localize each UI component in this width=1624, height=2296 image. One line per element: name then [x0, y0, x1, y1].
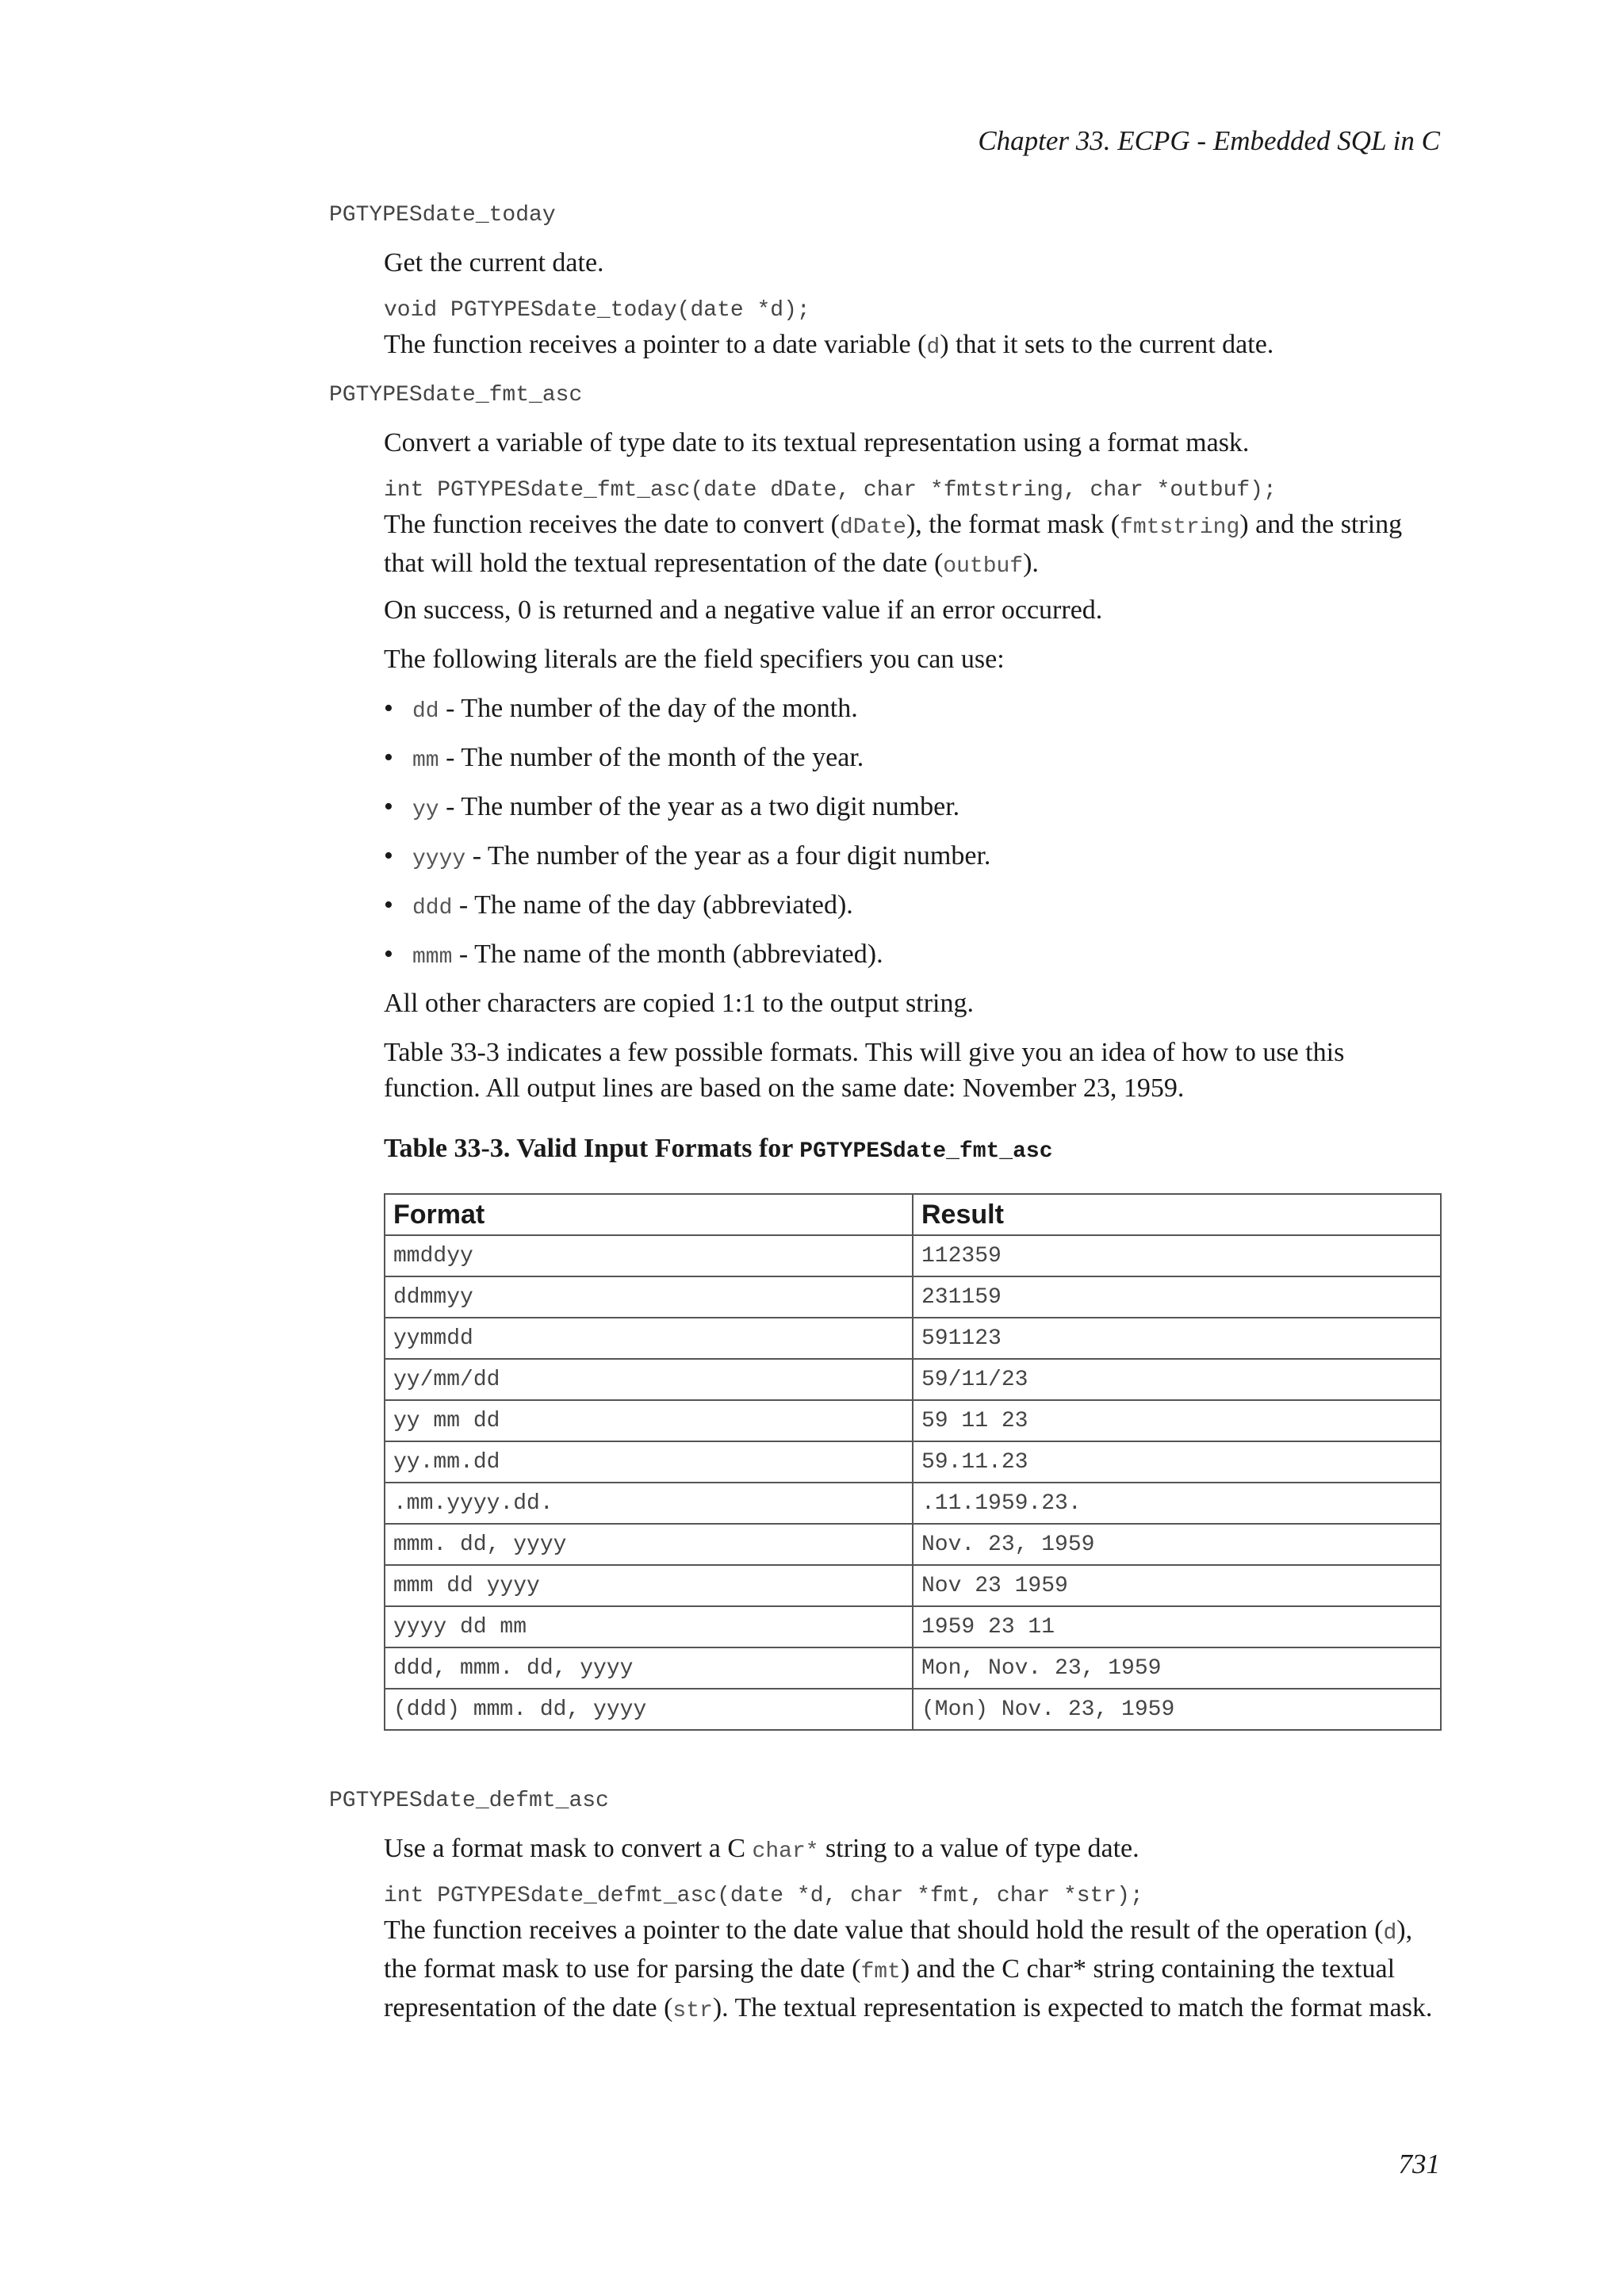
- list-item: • dd - The number of the day of the month.: [384, 694, 858, 724]
- format-cell: yy/mm/dd: [385, 1359, 913, 1400]
- term-pgtypesdate-defmt-asc: PGTYPESdate_defmt_asc: [329, 1789, 609, 1813]
- table-row: [385, 1689, 1441, 1730]
- result-cell: 591123: [913, 1318, 1441, 1359]
- list-item: • yy - The number of the year as a two digit number.: [384, 792, 960, 822]
- list-item: • mm - The number of the month of the year.: [384, 743, 864, 773]
- result-cell: 1959 23 11: [913, 1606, 1441, 1647]
- table-row: [385, 1441, 1441, 1483]
- format-cell: mmm dd yyyy: [385, 1565, 913, 1606]
- chapter-header: Chapter 33. ECPG - Embedded SQL in C: [978, 125, 1440, 156]
- result-cell: 231159: [913, 1276, 1441, 1318]
- result-cell: 59 11 23: [913, 1400, 1441, 1441]
- detail-today: The function receives a pointer to a date variable (d) that it sets to the current date.: [384, 330, 1274, 360]
- table-row: [385, 1606, 1441, 1647]
- success-note: On success, 0 is returned and a negative value if an error occurred.: [384, 595, 1103, 625]
- format-cell: mmddyy: [385, 1235, 913, 1276]
- list-item: • yyyy - The number of the year as a four digit number.: [384, 841, 991, 871]
- format-cell: yymmdd: [385, 1318, 913, 1359]
- result-cell: 112359: [913, 1235, 1441, 1276]
- description-defmt-asc: Use a format mask to convert a C char* string to a value of type date.: [384, 1834, 1139, 1864]
- detail-fmt-asc: The function receives the date to convert (dDate), the format mask (fmtstring) and the string that will hold the textual representation of the date (outbuf).: [384, 510, 1403, 579]
- term-pgtypesdate-today: PGTYPESdate_today: [329, 203, 556, 228]
- format-cell: yy mm dd: [385, 1400, 913, 1441]
- list-item: • mmm - The name of the month (abbreviated).: [384, 939, 883, 970]
- result-cell: 59/11/23: [913, 1359, 1441, 1400]
- list-item: • ddd - The name of the day (abbreviated).: [384, 890, 853, 920]
- table-row: [385, 1483, 1441, 1524]
- literals-intro: The following literals are the field specifiers you can use:: [384, 645, 1005, 674]
- synopsis-defmt-asc: int PGTYPESdate_defmt_asc(date *d, char *fmt, char *str);: [384, 1884, 1143, 1908]
- formats-table: [384, 1193, 1442, 1731]
- table-row: [385, 1318, 1441, 1359]
- table-row: [385, 1524, 1441, 1565]
- synopsis-fmt-asc: int PGTYPESdate_fmt_asc(date dDate, char *fmtstring, char *outbuf);: [384, 478, 1277, 503]
- term-pgtypesdate-fmt-asc: PGTYPESdate_fmt_asc: [329, 383, 583, 408]
- result-cell: Mon, Nov. 23, 1959: [913, 1647, 1441, 1689]
- column-header-result: Result: [913, 1194, 1441, 1235]
- table-row: [385, 1400, 1441, 1441]
- format-cell: yyyy dd mm: [385, 1606, 913, 1647]
- table-row: [385, 1565, 1441, 1606]
- format-cell: ddd, mmm. dd, yyyy: [385, 1647, 913, 1689]
- result-cell: (Mon) Nov. 23, 1959: [913, 1689, 1441, 1730]
- table-row: [385, 1235, 1441, 1276]
- result-cell: 59.11.23: [913, 1441, 1441, 1483]
- format-cell: yy.mm.dd: [385, 1441, 913, 1483]
- detail-defmt-asc: The function receives a pointer to the date value that should hold the result of the operation (d), the format mask to use for parsing the date (fmt) and the C char* string containing the textual representation of the date (str). The textual representation is expected to match the format mask.: [384, 1915, 1433, 2023]
- format-cell: (ddd) mmm. dd, yyyy: [385, 1689, 913, 1730]
- format-cell: .mm.yyyy.dd.: [385, 1483, 913, 1524]
- table-note: Table 33-3 indicates a few possible formats. This will give you an idea of how to use this function. All output lines are based on the same date: November 23, 1959.: [384, 1038, 1345, 1103]
- result-cell: Nov 23 1959: [913, 1565, 1441, 1606]
- result-cell: .11.1959.23.: [913, 1483, 1441, 1524]
- table-header-row: [385, 1194, 1441, 1235]
- table-row: [385, 1647, 1441, 1689]
- table-row: [385, 1359, 1441, 1400]
- description-today: Get the current date.: [384, 248, 604, 277]
- table-row: [385, 1276, 1441, 1318]
- column-header-format: Format: [385, 1194, 913, 1235]
- synopsis-today: void PGTYPESdate_today(date *d);: [384, 298, 810, 323]
- format-cell: mmm. dd, yyyy: [385, 1524, 913, 1565]
- result-cell: Nov. 23, 1959: [913, 1524, 1441, 1565]
- page-number: 731: [1398, 2149, 1440, 2179]
- description-fmt-asc: Convert a variable of type date to its textual representation using a format mask.: [384, 428, 1250, 457]
- copy-note: All other characters are copied 1:1 to the output string.: [384, 989, 974, 1018]
- table-caption: Table 33-3. Valid Input Formats for PGTYPESdate_fmt_asc: [384, 1134, 1053, 1164]
- format-cell: ddmmyy: [385, 1276, 913, 1318]
